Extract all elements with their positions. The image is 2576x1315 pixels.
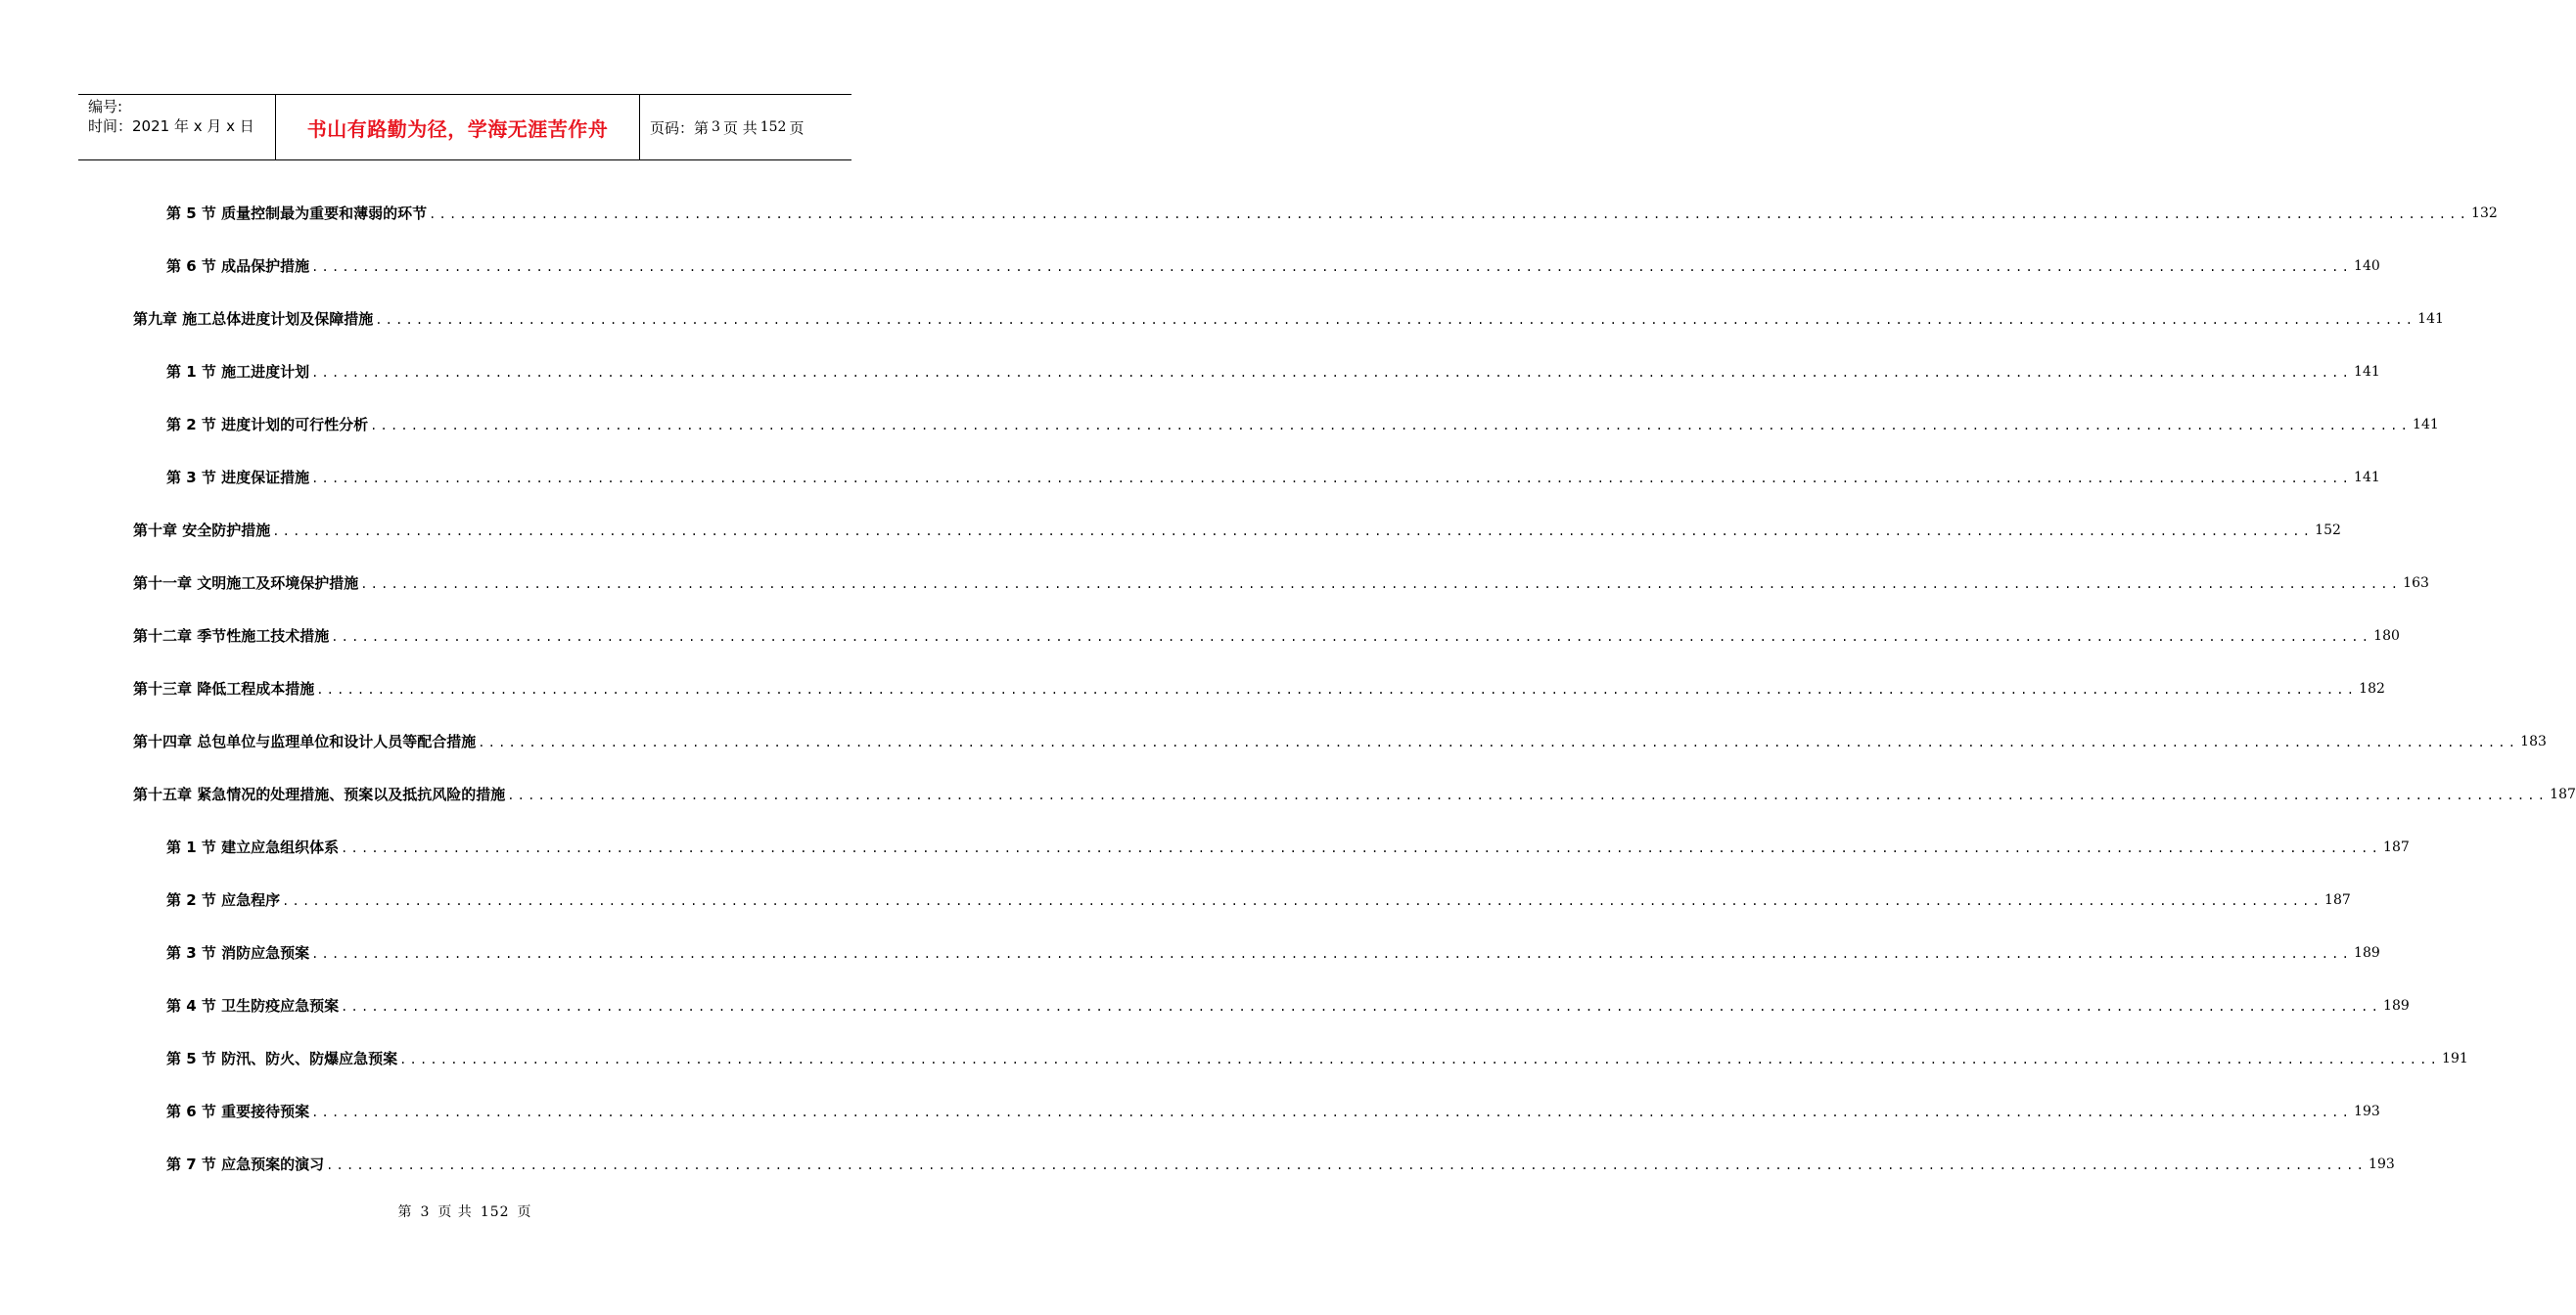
toc-leader-dots: ........................................................................................................................................................................................................ [311,260,2353,274]
toc-entry-page: 191 [2442,1051,2468,1066]
toc-entry-label: 第 6 节 重要接待预案 [166,1103,310,1120]
toc-leader-dots: ........................................................................................................................................................................................................ [341,841,2382,855]
toc-entry[interactable] [166,886,2351,910]
toc-entry-page: 193 [2354,1104,2380,1119]
toc-entry[interactable] [166,992,2410,1016]
toc-entry-label: 第 1 节 建立应急组织体系 [166,839,340,856]
toc-entry-label: 第 6 节 成品保护措施 [166,257,310,275]
toc-leader-dots: ........................................................................................................................................................................................................ [282,894,2323,908]
toc-leader-dots: ........................................................................................................................................................................................................ [429,207,2470,221]
toc-entry-page: 141 [2413,417,2439,432]
page-footer [0,1202,930,1221]
toc-entry-page: 141 [2354,364,2380,380]
serial-label: 编号: [88,98,123,115]
toc-entry-page: 189 [2354,945,2380,961]
toc-entry-label: 第 5 节 防汛、防火、防爆应急预案 [166,1050,398,1067]
toc-entry[interactable] [133,517,2341,540]
toc-entry-label: 第 2 节 进度计划的可行性分析 [166,416,369,433]
toc-entry-label: 第 3 节 消防应急预案 [166,944,310,962]
toc-entry[interactable] [166,1045,2468,1068]
toc-entry[interactable] [166,411,2439,434]
toc-entry[interactable] [166,834,2410,857]
toc-leader-dots: ........................................................................................................................................................................................................ [399,1053,2441,1066]
toc-entry[interactable] [133,781,2576,804]
toc-entry-page: 180 [2373,628,2400,644]
toc-entry-page: 187 [2383,839,2410,855]
toc-entry[interactable] [133,569,2429,593]
toc-entry-page: 187 [2550,787,2576,802]
footer-prefix: 第 [397,1204,413,1220]
toc-leader-dots: ........................................................................................................................................................................................................ [478,736,2519,749]
toc-entry[interactable] [133,675,2385,699]
toc-entry[interactable] [133,728,2547,751]
toc-entry-page: 183 [2520,734,2547,749]
toc-leader-dots: ........................................................................................................................................................................................................ [331,630,2372,644]
toc-entry-label: 第十二章 季节性施工技术措施 [133,627,330,645]
toc-entry-page: 141 [2417,311,2444,327]
toc-leader-dots: ........................................................................................................................................................................................................ [311,947,2353,961]
page-header [78,94,851,160]
toc-entry[interactable] [166,1151,2395,1174]
total-pages: 152 [759,119,787,135]
page-mid: 页 共 [722,118,758,137]
toc-entry-label: 第 2 节 应急程序 [166,891,281,909]
toc-entry-label: 第 4 节 卫生防疫应急预案 [166,997,340,1015]
toc-entry-page: 132 [2471,205,2498,221]
toc-leader-dots: ........................................................................................................................................................................................................ [316,683,2358,697]
footer-current: 3 [420,1204,431,1220]
header-motto: 书山有路勤为径，学海无涯苦作舟 [276,95,640,159]
page-suffix: 页 [789,118,805,137]
toc-entry-page: 140 [2354,258,2380,274]
toc-leader-dots: ........................................................................................................................................................................................................ [311,472,2353,485]
toc-entry-page: 141 [2354,470,2380,485]
footer-suffix: 页 [517,1204,532,1220]
toc-entry[interactable] [166,252,2380,276]
toc-entry-label: 第 1 节 施工进度计划 [166,363,310,381]
toc-entry-page: 163 [2403,575,2429,591]
toc-entry-label: 第十章 安全防护措施 [133,521,271,539]
toc-entry-page: 189 [2383,998,2410,1014]
toc-leader-dots: ........................................................................................................................................................................................................ [311,366,2353,380]
toc-leader-dots: ........................................................................................................................................................................................................ [341,1000,2382,1014]
toc-entry[interactable] [166,200,2498,223]
current-page: 3 [712,119,720,135]
toc-entry-page: 182 [2359,681,2385,697]
toc-entry[interactable] [166,358,2380,382]
toc-entry-page: 187 [2324,892,2351,908]
footer-mid: 页 共 [437,1204,473,1220]
toc-leader-dots: ........................................................................................................................................................................................................ [326,1158,2368,1172]
toc-leader-dots: ........................................................................................................................................................................................................ [507,789,2549,802]
page-prefix: 页码：第 [650,118,710,137]
footer-total: 152 [480,1204,510,1220]
toc-entry-page: 152 [2315,522,2341,538]
toc-entry-label: 第 5 节 质量控制最为重要和薄弱的环节 [166,204,428,222]
toc-entry-label: 第 7 节 应急预案的演习 [166,1156,325,1173]
toc-entry-label: 第十一章 文明施工及环境保护措施 [133,574,359,592]
toc-entry-label: 第十五章 紧急情况的处理措施、预案以及抵抗风险的措施 [133,786,506,803]
toc-leader-dots: ........................................................................................................................................................................................................ [360,577,2402,591]
toc-entry-label: 第十四章 总包单位与监理单位和设计人员等配合措施 [133,733,477,750]
toc-leader-dots: ........................................................................................................................................................................................................ [370,419,2412,432]
toc-entry[interactable] [166,939,2380,963]
toc-entry[interactable] [133,622,2400,646]
toc-leader-dots: ........................................................................................................................................................................................................ [311,1106,2353,1119]
toc-leader-dots: ........................................................................................................................................................................................................ [272,524,2314,538]
header-page-info [640,95,851,159]
time-label: 时间：2021 年 x 月 x 日 [88,117,254,135]
toc-entry[interactable] [133,305,2444,329]
toc-entry[interactable] [166,1098,2380,1121]
toc-entry-label: 第十三章 降低工程成本措施 [133,680,315,698]
toc-leader-dots: ........................................................................................................................................................................................................ [375,313,2416,327]
toc-entry[interactable] [166,464,2380,487]
header-meta [78,95,276,159]
toc-entry-label: 第 3 节 进度保证措施 [166,469,310,486]
toc-entry-page: 193 [2369,1156,2395,1172]
toc-entry-label: 第九章 施工总体进度计划及保障措施 [133,310,374,328]
